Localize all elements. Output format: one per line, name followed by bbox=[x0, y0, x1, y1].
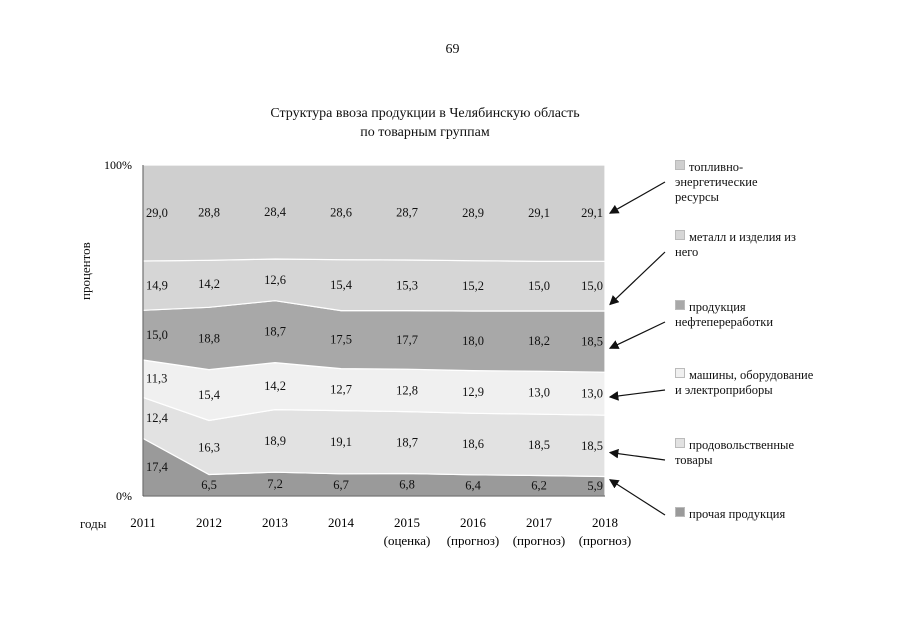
data-label-series-5-2014: 15,4 bbox=[330, 278, 352, 293]
data-label-series-2-2011: 12,4 bbox=[146, 410, 168, 425]
data-label-series-3-2011: 11,3 bbox=[146, 371, 168, 386]
x-tick-label-2017: 2017 bbox=[526, 515, 552, 530]
data-label-series-5-2018: 15,0 bbox=[581, 279, 603, 294]
x-tick-label-2011: 2011 bbox=[130, 515, 156, 530]
legend-text: и электроприборы bbox=[675, 383, 773, 397]
legend-text: нефтепереработки bbox=[675, 315, 774, 329]
data-label-series-2-2015: 18,7 bbox=[396, 435, 418, 450]
data-label-series-4-2015: 17,7 bbox=[396, 332, 418, 347]
x-tick-label-2015: 2015 bbox=[394, 515, 420, 530]
data-label-series-3-2014: 12,7 bbox=[330, 382, 352, 397]
data-label-series-1-2013: 7,2 bbox=[267, 477, 283, 492]
legend-label-line bbox=[675, 453, 794, 468]
legend-swatch bbox=[675, 507, 685, 517]
data-label-series-6-2011: 29,0 bbox=[146, 206, 168, 220]
data-label-series-2-2013: 18,9 bbox=[264, 433, 286, 448]
x-tick-note-2018: (прогноз) bbox=[578, 533, 632, 548]
data-label-series-1-2014: 6,7 bbox=[333, 477, 349, 492]
data-label-series-6-2016: 28,9 bbox=[462, 205, 484, 220]
legend-item-5 bbox=[675, 438, 794, 468]
legend-arrow-1 bbox=[610, 182, 665, 213]
data-label-series-2-2012: 16,3 bbox=[198, 440, 220, 455]
data-label-series-2-2016: 18,6 bbox=[462, 437, 484, 451]
legend-text: машины, оборудование bbox=[689, 368, 814, 382]
x-tick-label-2018: 2018 bbox=[592, 515, 618, 530]
legend-label-line bbox=[675, 175, 758, 190]
y-tick-label-100: 100% bbox=[104, 158, 132, 172]
x-tick-label-2013: 2013 bbox=[262, 515, 288, 530]
legend-label-line bbox=[675, 438, 794, 453]
data-label-series-3-2016: 12,9 bbox=[462, 384, 484, 399]
data-label-series-5-2012: 14,2 bbox=[198, 276, 220, 291]
legend-arrow-5 bbox=[610, 453, 665, 461]
data-label-series-1-2017: 6,2 bbox=[531, 478, 547, 493]
legend-text: прочая продукция bbox=[689, 507, 786, 521]
page-number: 69 bbox=[445, 42, 460, 57]
data-label-series-6-2012: 28,8 bbox=[198, 205, 220, 220]
data-label-series-2-2018: 18,5 bbox=[581, 438, 603, 453]
chart-title-line-1: Структура ввоза продукции в Челябинскую область bbox=[270, 106, 580, 121]
legend-swatch bbox=[675, 300, 685, 310]
data-label-series-1-2016: 6,4 bbox=[465, 478, 481, 493]
data-label-series-2-2017: 18,5 bbox=[528, 437, 550, 452]
data-label-series-1-2011: 17,4 bbox=[146, 460, 168, 475]
x-tick-label-2016: 2016 bbox=[460, 515, 486, 530]
data-label-series-6-2015: 28,7 bbox=[396, 205, 418, 220]
data-label-series-4-2013: 18,7 bbox=[264, 324, 286, 339]
x-tick-note-2017: (прогноз) bbox=[512, 533, 566, 548]
legend-item-4 bbox=[675, 368, 813, 398]
legend-text: топливно- bbox=[689, 160, 744, 174]
legend-label-line bbox=[675, 315, 773, 330]
legend-swatch bbox=[675, 230, 685, 240]
data-label-series-6-2014: 28,6 bbox=[330, 205, 352, 220]
legend-label-line bbox=[675, 300, 773, 315]
legend-item-1 bbox=[675, 160, 758, 205]
x-tick-label-2012: 2012 bbox=[196, 515, 222, 530]
data-label-series-4-2016: 18,0 bbox=[462, 333, 484, 348]
legend-swatch bbox=[675, 438, 685, 448]
legend-text: продовольственные bbox=[689, 438, 794, 452]
data-label-series-6-2018: 29,1 bbox=[581, 206, 603, 221]
chart-title-line-2: по товарным группам bbox=[360, 125, 490, 140]
legend-item-6 bbox=[675, 507, 785, 522]
data-label-series-5-2011: 14,9 bbox=[146, 278, 168, 293]
data-label-series-5-2016: 15,2 bbox=[462, 278, 484, 293]
data-label-series-4-2017: 18,2 bbox=[528, 334, 550, 349]
legend-swatch bbox=[675, 160, 685, 170]
x-tick-note-2015: (оценка) bbox=[383, 533, 431, 548]
legend-text: металл и изделия из bbox=[689, 230, 796, 244]
legend-text: энергетические bbox=[675, 175, 758, 189]
legend-label-line bbox=[675, 383, 813, 398]
data-label-series-6-2013: 28,4 bbox=[264, 205, 286, 219]
y-axis-label: процентов bbox=[78, 242, 93, 300]
legend-label-line bbox=[675, 160, 758, 175]
data-label-series-4-2018: 18,5 bbox=[581, 334, 603, 349]
legend-label-line bbox=[675, 230, 796, 245]
legend-swatch bbox=[675, 368, 685, 378]
legend-text: него bbox=[675, 245, 699, 259]
data-label-series-3-2013: 14,2 bbox=[264, 379, 286, 394]
data-label-series-4-2014: 17,5 bbox=[330, 332, 352, 347]
legend-item-2 bbox=[675, 230, 796, 260]
data-label-series-1-2012: 6,5 bbox=[201, 478, 217, 493]
x-tick-note-2016: (прогноз) bbox=[446, 533, 500, 548]
data-label-series-1-2015: 6,8 bbox=[399, 477, 415, 492]
legend-text: продукция bbox=[689, 300, 746, 314]
legend-item-3 bbox=[675, 300, 773, 330]
legend-arrow-2 bbox=[610, 252, 665, 304]
data-label-series-5-2013: 12,6 bbox=[264, 272, 286, 287]
data-label-series-6-2017: 29,1 bbox=[528, 206, 550, 221]
data-label-series-5-2017: 15,0 bbox=[528, 279, 550, 294]
legend-text: товары bbox=[675, 453, 713, 467]
data-label-series-3-2012: 15,4 bbox=[198, 388, 220, 402]
legend-label-line bbox=[675, 190, 758, 205]
data-label-series-3-2017: 13,0 bbox=[528, 385, 550, 400]
legend-text: ресурсы bbox=[675, 190, 719, 204]
data-label-series-5-2015: 15,3 bbox=[396, 278, 418, 293]
y-tick-label-0: 0% bbox=[116, 489, 132, 503]
data-label-series-4-2011: 15,0 bbox=[146, 328, 168, 343]
data-label-series-4-2012: 18,8 bbox=[198, 331, 220, 346]
legend-label-line bbox=[675, 507, 785, 522]
legend-arrow-4 bbox=[610, 390, 665, 397]
data-label-series-1-2018: 5,9 bbox=[587, 479, 603, 494]
x-axis-label: годы bbox=[80, 516, 107, 531]
data-label-series-3-2018: 13,0 bbox=[581, 386, 603, 401]
legend-label-line bbox=[675, 368, 813, 383]
legend-arrow-6 bbox=[610, 480, 665, 515]
legend-label-line bbox=[675, 245, 796, 260]
data-label-series-3-2015: 12,8 bbox=[396, 383, 418, 398]
data-label-series-2-2014: 19,1 bbox=[330, 435, 352, 450]
x-tick-label-2014: 2014 bbox=[328, 515, 354, 530]
legend-arrow-3 bbox=[610, 322, 665, 348]
